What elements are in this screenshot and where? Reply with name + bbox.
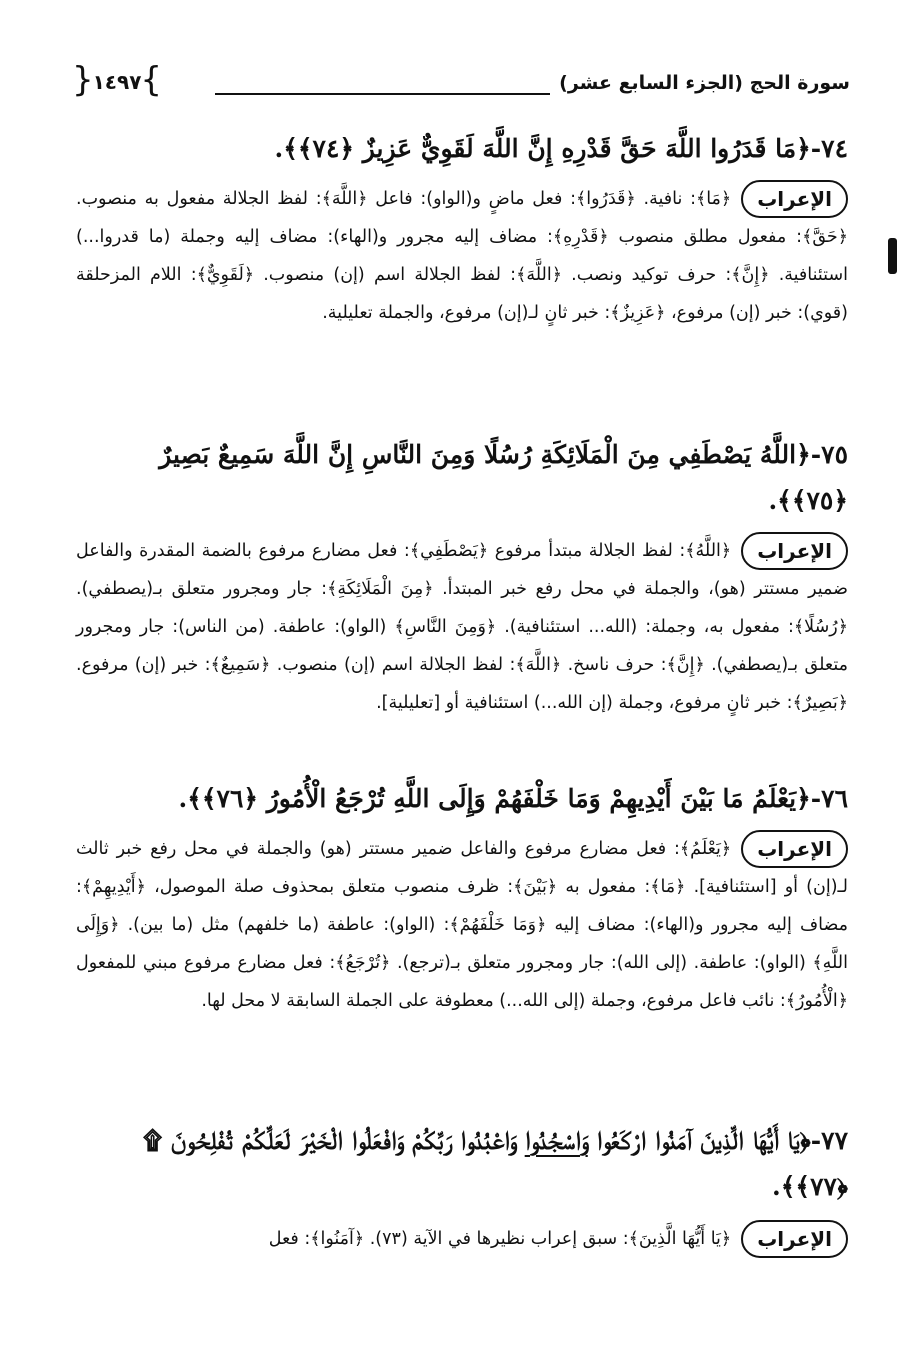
verse-section-75 <box>76 432 848 722</box>
irab-text: ﴿مَا﴾: نافية. ﴿قَدَرُوا﴾: فعل ماضٍ و(الواو): فاعل ﴿اللَّهَ﴾: لفظ الجلالة مفعول به منصوب. ﴿حَقَّ﴾: مفعول مطلق منصوب ﴿قَدْرِهِ﴾: مضاف إليه مجرور و(الهاء): مضاف إليه وجملة (ما قدروا...) استئنافية. ﴿إِنَّ﴾: حرف توكيد ونصب. ﴿اللَّهَ﴾: لفظ الجلالة اسم (إن) منصوب. ﴿لَقَوِيٌّ﴾: اللام المزحلقة (قوي): خبر (إن) مرفوع، ﴿عَزِيزٌ﴾: خبر ثانٍ لـ(إن) مرفوع، والجملة تعليلية. <box>76 189 848 323</box>
irab-text: ﴿يَعْلَمُ﴾: فعل مضارع مرفوع والفاعل ضمير مستتر (هو) والجملة في محل رفع خبر ثالث لـ(إن) أو [استئنافية]. ﴿مَا﴾: مفعول به ﴿بَيْنَ﴾: ظرف منصوب متعلق بمحذوف صلة الموصول، ﴿أَيْدِيهِمْ﴾: مضاف إليه مجرور و(الهاء): مضاف إليه ﴿وَمَا خَلْفَهُمْ﴾: (الواو): عاطفة (ما خلفهم) مثل (ما بين). ﴿وَإِلَى اللَّهِ﴾ (الواو): عاطفة. (إلى الله): جار ومجرور متعلق بـ(ترجع). ﴿تُرْجَعُ﴾: فعل مضارع مرفوع مبني للمفعول ﴿الْأُمُورُ﴾: نائب فاعل مرفوع، وجملة (إلى الله...) معطوفة على الجملة السابقة لا محل لها. <box>76 839 848 1011</box>
right-brace-icon: } <box>140 60 162 100</box>
verse-text: ٧٥-﴿اللَّهُ يَصْطَفِي مِنَ الْمَلَائِكَةِ رُسُلًا وَمِنَ النَّاسِ إِنَّ اللَّهَ سَمِيعٌ بَصِيرٌ ﴿٧٥﴾﴾. <box>159 440 848 515</box>
page-number: ١٤٩٧ <box>92 70 142 94</box>
header-rule <box>215 93 550 95</box>
irab-badge: الإعراب <box>741 180 848 218</box>
verse-text-part: وَاعْبُدُوا رَبَّكُمْ وَافْعَلُوا الْخَيْرَ لَعَلَّكُمْ تُفْلِحُونَ ۩ ﴿٧٧﴾﴾. <box>143 1126 848 1201</box>
page-number-box <box>72 60 162 102</box>
irab-badge: الإعراب <box>741 1220 848 1258</box>
irab-paragraph <box>76 180 848 332</box>
irab-text: ﴿اللَّهُ﴾: لفظ الجلالة مبتدأ مرفوع ﴿يَصْطَفِي﴾: فعل مضارع مرفوع بالضمة المقدرة والفاعل ضمير مستتر (هو)، والجملة في محل رفع خبر المبتدأ. ﴿مِنَ الْمَلَائِكَةِ﴾: جار ومجرور متعلق بـ(يصطفي). ﴿رُسُلًا﴾: مفعول به، وجملة: (الله... استئنافية). ﴿وَمِنَ النَّاسِ﴾ (الواو): عاطفة. (من الناس): جار ومجرور متعلق بـ(يصطفي). ﴿إِنَّ﴾: حرف ناسخ. ﴿اللَّهَ﴾: لفظ الجلالة اسم (إن) منصوب. ﴿سَمِيعٌ﴾: خبر (إن) مرفوع. ﴿بَصِيرٌ﴾: خبر ثانٍ مرفوع، وجملة (إن الله...) استئنافية أو [تعليلية]. <box>76 541 848 713</box>
verse-text <box>76 1118 848 1210</box>
verse-text: ٧٦-﴿يَعْلَمُ مَا بَيْنَ أَيْدِيهِمْ وَمَا خَلْفَهُمْ وَإِلَى اللَّهِ تُرْجَعُ الْأُمُورُ ﴿٧٦﴾﴾. <box>178 784 848 813</box>
verse-text: ٧٤-﴿مَا قَدَرُوا اللَّهَ حَقَّ قَدْرِهِ إِنَّ اللَّهَ لَقَوِيٌّ عَزِيزٌ ﴿٧٤﴾﴾. <box>274 134 848 163</box>
running-title: سورة الحج (الجزء السابع عشر) <box>559 72 850 94</box>
irab-badge: الإعراب <box>741 830 848 868</box>
verse-section-76 <box>76 776 848 1020</box>
margin-mark <box>888 238 897 274</box>
underlined-word: وَاسْجُدُوا <box>524 1126 588 1155</box>
irab-badge: الإعراب <box>741 532 848 570</box>
page-header <box>70 58 850 110</box>
irab-paragraph <box>76 830 848 1020</box>
verse-section-77 <box>76 1118 848 1258</box>
verse-text-part: ٧٧-﴿يَا أَيُّهَا الَّذِينَ آمَنُوا ارْكَعُوا <box>587 1126 848 1155</box>
irab-paragraph <box>76 532 848 722</box>
irab-text: ﴿يَا أَيُّهَا الَّذِينَ﴾: سبق إعراب نظيرها في الآية (٧٣). ﴿آمَنُوا﴾: فعل <box>268 1229 732 1249</box>
verse-section-74 <box>76 126 848 332</box>
irab-paragraph <box>76 1220 848 1258</box>
left-brace-icon: { <box>72 60 94 100</box>
